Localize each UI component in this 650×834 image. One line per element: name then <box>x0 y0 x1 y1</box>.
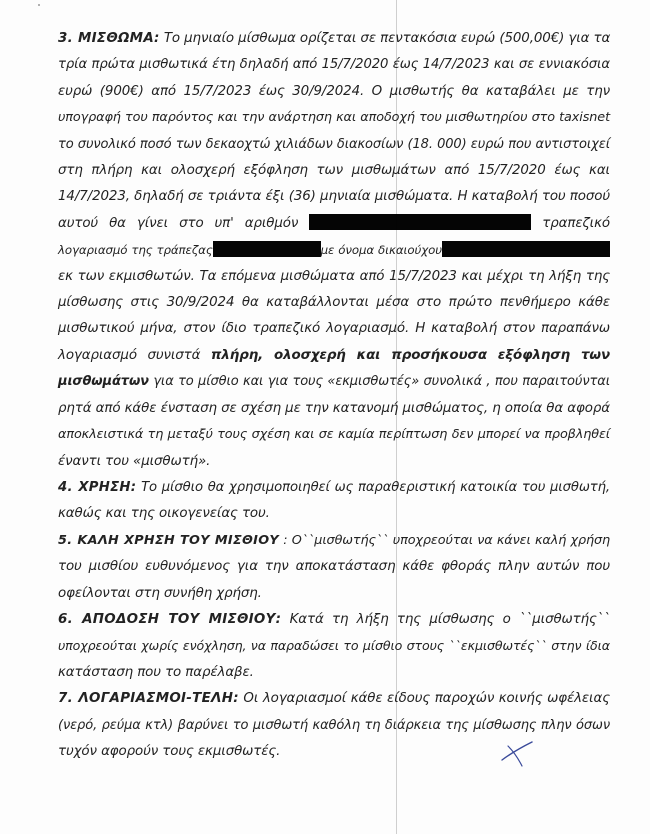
text-line: υπογραφή του παρόντος και την ανάρτηση και αποδοχή του μισθωτηρίου στο taxisnet <box>58 110 610 126</box>
section-6-heading: 6. ΑΠΟΔΟΣΗ ΤΟΥ ΜΙΣΘΙΟΥ: <box>58 611 282 627</box>
emphasis-rents: μισθωμάτων <box>58 374 149 390</box>
text-line: του μισθίου ευθυνόμενος για την αποκατάσταση κάθε φθοράς πλην αυτών που <box>58 559 610 575</box>
text-line: εκ των εκμισθωτών. Τα επόμενα μισθώματα από 15/7/2023 και μέχρι τη λήξη της <box>58 268 610 284</box>
text-line: λογαριασμό συνιστά πλήρη, ολοσχερή και προσήκουσα εξόφληση των <box>58 347 610 363</box>
text-line: τυχόν αφορούν τους εκμισθωτές. <box>58 743 281 759</box>
scan-speck <box>38 4 40 6</box>
text-line: μισθωμάτων για το μίσθιο και για τους «εκμισθωτές» συνολικά , που παραιτούνται <box>58 374 610 390</box>
section-7-heading: 7. ΛΟΓΑΡΙΑΣΜΟΙ-ΤΕΛΗ: <box>58 691 239 707</box>
redacted-account-number <box>309 214 531 230</box>
text-line: υποχρεούται χωρίς ενόχληση, να παραδώσει το μίσθιο στους ``εκμισθωτές`` στην ίδια <box>58 638 610 654</box>
text-line: οφείλονται στη συνήθη χρήση. <box>58 585 262 601</box>
text-line: ευρώ (900€) από 15/7/2023 έως 30/9/2024. Ο μισθωτής θα καταβάλει με την <box>58 83 610 99</box>
section-4-heading: 4. ΧΡΗΣΗ: <box>58 479 137 495</box>
text-line: μισθωτικού μήνα, στον ίδιο τραπεζικό λογαριασμό. Η καταβολή στον παραπάνω <box>58 321 610 337</box>
text-line: το συνολικό ποσό των δεκαοχτώ χιλιάδων διακοσίων (18. 000) ευρώ που αντιστοιχεί <box>58 136 610 152</box>
text-line: 4. ΧΡΗΣΗ: Το μίσθιο θα χρησιμοποιηθεί ως παραθεριστική κατοικία του μισθωτή, <box>58 479 610 495</box>
text-line: αποκλειστικά τη μεταξύ τους σχέση και σε καμία περίπτωση δεν μπορεί να προβληθεί <box>58 427 610 443</box>
section-3 <box>58 26 610 475</box>
text-line: 7. ΛΟΓΑΡΙΑΣΜΟΙ-ΤΕΛΗ: Οι λογαριασμοί κάθε είδους παροχών κοινής ωφέλειας <box>58 691 610 707</box>
text-line: κατάσταση που το παρέλαβε. <box>58 664 254 680</box>
text-line: μίσθωσης στις 30/9/2024 θα καταβάλλονται μέσα στο πρώτο πενθήμερο κάθε <box>58 295 610 311</box>
text-line: ρητά από κάθε ένσταση σε σχέση με την κατανομή μισθώματος, η οποία θα αφορά <box>58 400 610 416</box>
text-line: αυτού θα γίνει στο υπ' αριθμόν τραπεζικό <box>58 215 610 231</box>
text-line: καθώς και της οικογενείας του. <box>58 506 270 522</box>
emphasis-full-payment: πλήρη, ολοσχερή και προσήκουσα εξόφληση των <box>210 347 610 363</box>
paper-fold-line <box>396 0 397 834</box>
section-5 <box>58 528 610 607</box>
redacted-beneficiary-name <box>442 241 610 257</box>
redacted-bank-name <box>213 241 321 257</box>
section-4 <box>58 475 610 528</box>
text-line: 5. ΚΑΛΗ ΧΡΗΣΗ ΤΟΥ ΜΙΣΘΙΟΥ : Ο``μισθωτής`` υποχρεούται να κάνει καλή χρήση <box>58 532 611 548</box>
text-line: έναντι του «μισθωτή». <box>58 453 211 469</box>
text-line: 6. ΑΠΟΔΟΣΗ ΤΟΥ ΜΙΣΘΙΟΥ: Κατά τη λήξη της μίσθωσης ο ``μισθωτής`` <box>58 611 610 627</box>
section-5-heading: 5. ΚΑΛΗ ΧΡΗΣΗ ΤΟΥ ΜΙΣΘΙΟΥ <box>58 532 279 548</box>
section-6 <box>58 607 610 686</box>
section-3-heading: 3. ΜΙΣΘΩΜΑ: <box>58 31 160 46</box>
contract-text <box>58 26 610 765</box>
text-line: 3. ΜΙΣΘΩΜΑ: Το μηνιαίο μίσθωμα ορίζεται σε πεντακόσια ευρώ (500,00€) για τα <box>58 31 611 46</box>
text-line: 14/7/2023, δηλαδή σε τριάντα έξι (36) μηνιαία μισθώματα. Η καταβολή του ποσού <box>58 189 610 205</box>
handwritten-pen-mark <box>498 738 538 768</box>
text-line: λογαριασμό της τράπεζας με όνομα δικαιούχου <box>58 237 610 263</box>
text-line: (νερό, ρεύμα κτλ) βαρύνει το μισθωτή καθόλη τη διάρκεια της μίσθωσης πλην όσων <box>58 717 610 733</box>
text-line: στη πλήρη και ολοσχερή εξόφληση των μισθωμάτων από 15/7/2020 έως και <box>58 163 610 179</box>
text-line: τρία πρώτα μισθωτικά έτη δηλαδή από 15/7/2020 έως 14/7/2023 και σε εννιακόσια <box>58 57 610 73</box>
